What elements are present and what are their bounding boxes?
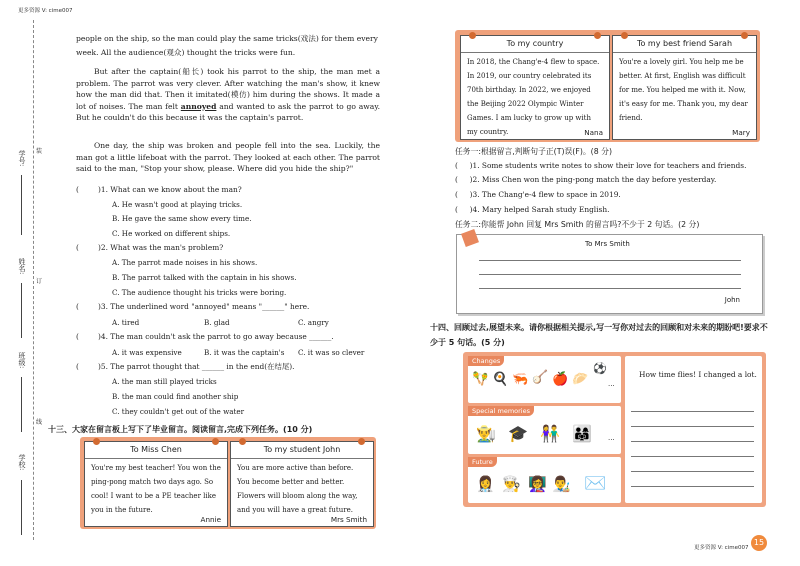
apple-icon: 🍎 xyxy=(552,372,569,387)
future-label: Future xyxy=(468,457,497,467)
writing-starter: How time flies! I changed a lot. xyxy=(639,370,757,379)
changes-panel xyxy=(468,356,621,403)
card-title: To my country xyxy=(461,36,609,53)
option: C. it was so clever xyxy=(298,348,365,357)
writing-line[interactable] xyxy=(631,426,754,427)
seal-char: 线 xyxy=(36,419,43,426)
answer-paren[interactable]: ( xyxy=(76,332,79,341)
envelope-icon: ✉️ xyxy=(584,473,607,494)
page-number: 15 xyxy=(751,535,767,551)
story-paragraph-2: But after the captain(船长) took his parrot to the ship, the man met a problem. The parrot was very clever. After watching the man's show, it knew how the man did that. Then it imitated(模仿) him during the shows. It made a lot of noises. The man felt annoyed and wanted to ask the parrot to go away. But he couldn't do this because it was the captain's parrot. xyxy=(76,67,381,123)
seal-char: 装 xyxy=(36,148,43,155)
note-card-friend-sarah xyxy=(612,35,757,140)
student-number-line xyxy=(21,175,22,235)
card-signature: Mary xyxy=(732,128,750,137)
football-icon: ⚽ xyxy=(593,362,607,375)
memories-label: Special memories xyxy=(468,406,534,416)
story-line: people on the ship, so the man could play the same tricks(戏法) for them every xyxy=(76,34,378,43)
card-title: To my student John xyxy=(231,442,373,459)
maracas-icon: 🪇 xyxy=(472,372,489,387)
section13-title: 十三、大家在留言板上写下了毕业留言。阅读留言,完成下列任务。(10 分) xyxy=(48,425,313,434)
footer-text: 更多资源 V: cime007 xyxy=(694,545,749,551)
question-stem: )5. The parrot thought that ______ in the end(在结尾). xyxy=(98,362,295,371)
writing-line[interactable] xyxy=(631,411,754,412)
option: A. the man still played tricks xyxy=(112,377,217,386)
group-icon: 👨‍👩‍👧 xyxy=(572,424,592,443)
question-stem: )1. What can we know about the man? xyxy=(98,185,242,194)
card-title: To Miss Chen xyxy=(85,442,227,459)
writing-line[interactable] xyxy=(631,456,754,457)
option: A. tired xyxy=(112,318,140,327)
class-line xyxy=(21,377,22,432)
option: B. He gave the same show every time. xyxy=(112,214,252,223)
option: C. He worked on different ships. xyxy=(112,229,231,238)
memories-panel xyxy=(468,406,621,454)
binding-line xyxy=(33,20,34,540)
dumplings-icon: 🥟 xyxy=(572,372,589,387)
class-label: 班级: xyxy=(18,352,26,369)
card-signature: Mrs Smith xyxy=(330,515,367,524)
question-stem: )2. What was the man's problem? xyxy=(98,243,224,252)
story-paragraph-3: One day, the ship was broken and people fell into the sea. Luckily, the man got a little lifeboat with the parrot. They looked at each other. The parrot said to the man, "Stop your show, please. Where did you hide the ship?" xyxy=(76,141,380,174)
pan-icon: 🍳 xyxy=(492,372,509,387)
answer-paren[interactable]: ( xyxy=(76,185,79,194)
card-body: You're my best teacher! You won the ping-pong match two days ago. So cool! I want to be a PE teacher like you in the future. xyxy=(91,464,221,514)
card-body: In 2018, the Chang'e-4 flew to space. In 2019, our country celebrated its 70th birthday. In 2022, we enjoyed the Beijing 2022 Olympic Winter Games. I am lucky to grow up with my country. xyxy=(467,58,600,136)
paperclip-icon xyxy=(461,229,479,247)
answer-paren[interactable]: ( xyxy=(76,302,79,311)
task2-title: 任务二:你能帮 John 回复 Mrs Smith 的留言吗?不少于 2 句话。(2 分) xyxy=(455,220,700,229)
writing-area xyxy=(625,356,762,503)
tf-item: ( )4. Mary helped Sarah study English. xyxy=(455,205,610,214)
changes-label: Changes xyxy=(468,356,504,366)
artist-icon: 👨‍🎨 xyxy=(552,475,571,493)
ellipsis: ... xyxy=(608,434,615,442)
writing-line[interactable] xyxy=(479,274,741,275)
option: A. The parrot made noises in his shows. xyxy=(112,258,258,267)
option: B. glad xyxy=(204,318,230,327)
name-label: 姓名: xyxy=(18,258,26,275)
school-label: 学校: xyxy=(18,454,26,471)
card-signature: Nana xyxy=(584,128,603,137)
reply-to: To Mrs Smith xyxy=(585,240,630,248)
underlined-word: annoyed xyxy=(180,101,217,111)
writing-line[interactable] xyxy=(631,441,754,442)
teacher-icon: 👩‍🏫 xyxy=(528,475,547,493)
card-body: You're a lovely girl. You help me be better. At first, English was difficult for me. You helped me with it. Now, it's easy for me. Thank you, my dear friend. xyxy=(619,58,748,122)
option: B. The parrot talked with the captain in his shows. xyxy=(112,273,297,282)
graduation-icon: 🎓 xyxy=(508,424,528,443)
note-card-miss-chen xyxy=(84,441,228,527)
note-card-student-john xyxy=(230,441,374,527)
writing-line[interactable] xyxy=(631,486,754,487)
answer-paren[interactable]: ( ) xyxy=(455,175,473,184)
header-text: 更多资源 V: cime007 xyxy=(18,8,73,14)
tf-item: ( )3. The Chang'e-4 flew to space in 2019. xyxy=(455,190,621,199)
ellipsis: ... xyxy=(608,380,615,388)
option: B. it was the captain's xyxy=(204,348,285,357)
writing-line[interactable] xyxy=(479,288,741,289)
option: A. it was expensive xyxy=(112,348,182,357)
student-number-label: 学号: xyxy=(18,150,26,167)
card-title: To my best friend Sarah xyxy=(613,36,756,53)
pipa-icon: 🪕 xyxy=(532,370,549,385)
reply-note xyxy=(456,234,763,314)
option: C. The audience thought his tricks were boring. xyxy=(112,288,287,297)
answer-paren[interactable]: ( xyxy=(76,362,79,371)
option: C. angry xyxy=(298,318,329,327)
planting-icon: 👨‍🌾 xyxy=(476,424,496,443)
answer-paren[interactable]: ( ) xyxy=(455,205,473,214)
chef-icon: 👨‍🍳 xyxy=(502,475,521,493)
shrimp-icon: 🦐 xyxy=(512,372,529,387)
future-panel xyxy=(468,457,621,503)
school-line xyxy=(21,480,22,535)
answer-paren[interactable]: ( xyxy=(76,243,79,252)
option: B. the man could find another ship xyxy=(112,392,239,401)
question-stem: )3. The underlined word "annoyed" means "______" here. xyxy=(98,302,310,311)
note-card-my-country xyxy=(460,35,610,140)
option: C. they couldn't get out of the water xyxy=(112,407,245,416)
card-body: You are more active than before. You become better and better. Flowers will bloom along the way, and you will have a great future. xyxy=(237,464,358,514)
option: A. He wasn't good at playing tricks. xyxy=(112,200,243,209)
answer-paren[interactable]: ( ) xyxy=(455,190,473,199)
doctor-icon: 👩‍⚕️ xyxy=(476,475,495,493)
card-signature: Annie xyxy=(200,515,221,524)
section14-title: 十四、回顾过去,展望未来。请你根据相关提示,写一写你对过去的回顾和对未来的期盼吧!要求不少于 5 句话。(5 分) xyxy=(430,323,768,347)
writing-line[interactable] xyxy=(479,260,741,261)
writing-line[interactable] xyxy=(631,471,754,472)
tf-item: ( )1. Some students write notes to show their love for teachers and friends. xyxy=(455,161,747,170)
name-line xyxy=(21,283,22,338)
tf-item: ( )2. Miss Chen won the ping-pong match the day before yesterday. xyxy=(455,175,717,184)
story-line: week. All the audience(观众) thought the tricks were fun. xyxy=(76,48,296,57)
friends-icon: 👫 xyxy=(540,424,560,443)
task1-title: 任务一:根据留言,判断句子正(T)误(F)。(8 分) xyxy=(455,147,612,156)
answer-paren[interactable]: ( ) xyxy=(455,161,473,170)
seal-char: 订 xyxy=(36,278,43,285)
reply-sign: John xyxy=(724,296,740,304)
question-stem: )4. The man couldn't ask the parrot to go away because ______. xyxy=(98,332,334,341)
